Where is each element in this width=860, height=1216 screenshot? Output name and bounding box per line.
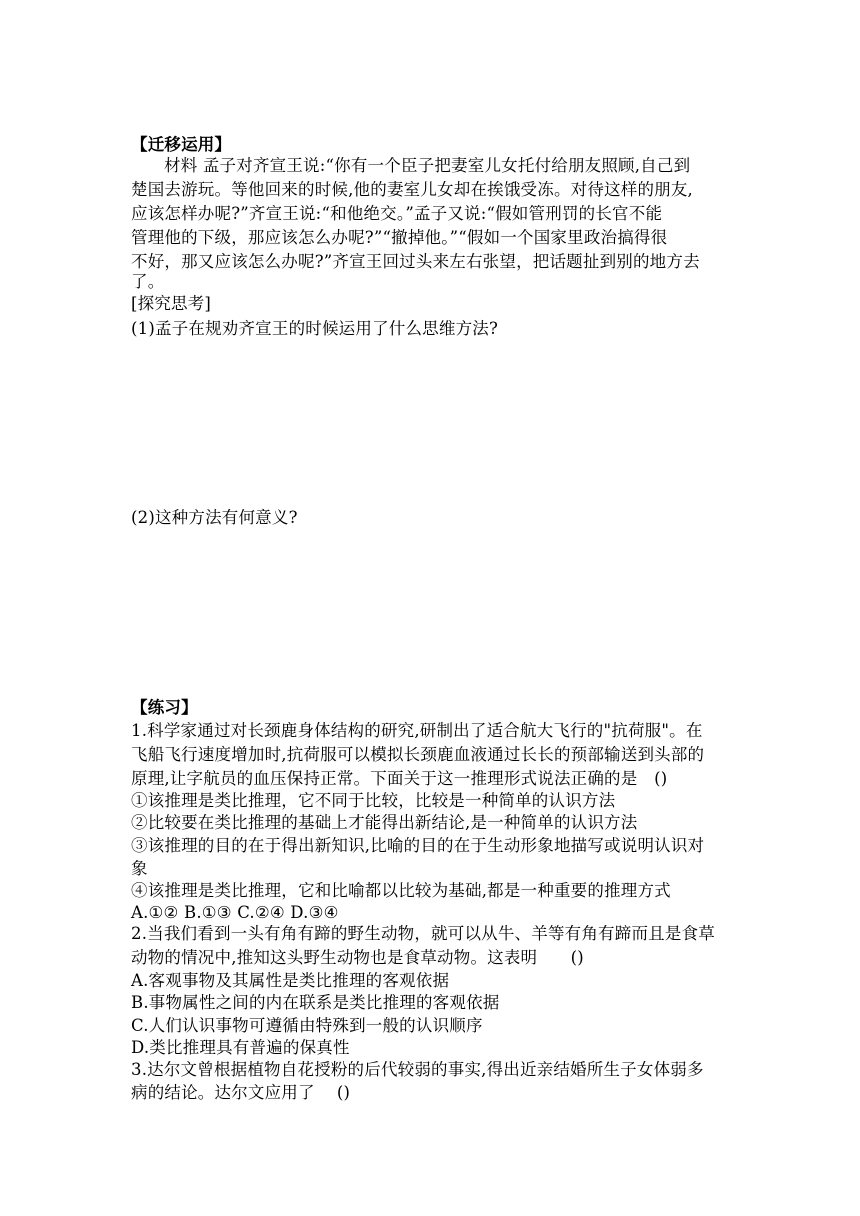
material-line: 了。 — [131, 272, 165, 291]
material-line: 管理他的下级，那应该怎么办呢?”“撤掉他。”“假如一个国家里政治搞得很 — [131, 228, 668, 247]
practice-line: ①该推理是类比推理，它不同于比较，比较是一种简单的认识方法 — [131, 791, 616, 810]
practice-option-b: B.事物属性之间的内在联系是类比推理的客观依据 — [131, 993, 500, 1012]
practice-line: ④该推理是类比推理，它和比喻都以比较为基础,都是一种重要的推理方式 — [131, 881, 671, 900]
practice-line: ③该推理的目的在于得出新知识,比喻的目的在于生动形象地描写或说明认识对 — [131, 836, 705, 855]
practice-line: 3.达尔文曾根据植物自花授粉的后代较弱的事实,得出近亲结婚所生子女体弱多 — [131, 1060, 704, 1079]
practice-line: 飞船飞行速度增加时,抗荷服可以模拟长颈鹿血液通过长长的预部输送到头部的 — [131, 745, 705, 764]
question-1: (1)孟子在规劝齐宣王的时候运用了什么思维方法? — [131, 319, 499, 338]
material-line: 应该怎样办呢?”齐宣王说:“和他绝交。”孟子又说:“假如管刑罚的长官不能 — [131, 204, 663, 223]
practice-line: 动物的情况中,推知这头野生动物也是食草动物。这表明 () — [131, 948, 584, 967]
practice-line: 2.当我们看到一头有角有蹄的野生动物，就可以从牛、羊等有角有蹄而且是食草 — [131, 924, 715, 943]
practice-options: A.①② B.①③ C.②④ D.③④ — [131, 903, 339, 922]
practice-line: ②比较要在类比推理的基础上才能得出新结论,是一种简单的认识方法 — [131, 813, 638, 832]
section-heading-transfer: 【迁移运用】 — [131, 135, 232, 154]
material-line: 楚国去游玩。等他回来的时候,他的妻室儿女却在挨饿受冻。对待这样的朋友, — [131, 180, 693, 199]
practice-line: 1.科学家通过对长颈鹿身体结构的研究,研制出了适合航大飞行的"抗荷服"。在 — [131, 721, 703, 740]
practice-line: 原理,让字航员的血压保持正常。下面关于这一推理形式说法正确的是 () — [131, 769, 668, 788]
section-heading-practice: 【练习】 — [131, 698, 198, 717]
explore-label: [探究思考] — [131, 294, 212, 313]
question-2: (2)这种方法有何意义? — [131, 508, 298, 527]
material-line: 材料 孟子对齐宣王说:“你有一个臣子把妻室儿女托付给朋友照顾,自己到 — [164, 156, 691, 175]
practice-option-d: D.类比推理具有普遍的保真性 — [131, 1038, 350, 1057]
practice-option-c: C.人们认识事物可遵循由特殊到一般的认识顺序 — [131, 1016, 483, 1035]
practice-option-a: A.客观事物及其属性是类比推理的客观依据 — [131, 971, 450, 990]
material-line: 不好，那又应该怎么办呢?”齐宣王回过头来左右张望，把话题扯到别的地方去 — [131, 252, 700, 271]
practice-line: 象 — [131, 859, 148, 878]
practice-line: 病的结论。达尔文应用了 () — [131, 1083, 351, 1102]
